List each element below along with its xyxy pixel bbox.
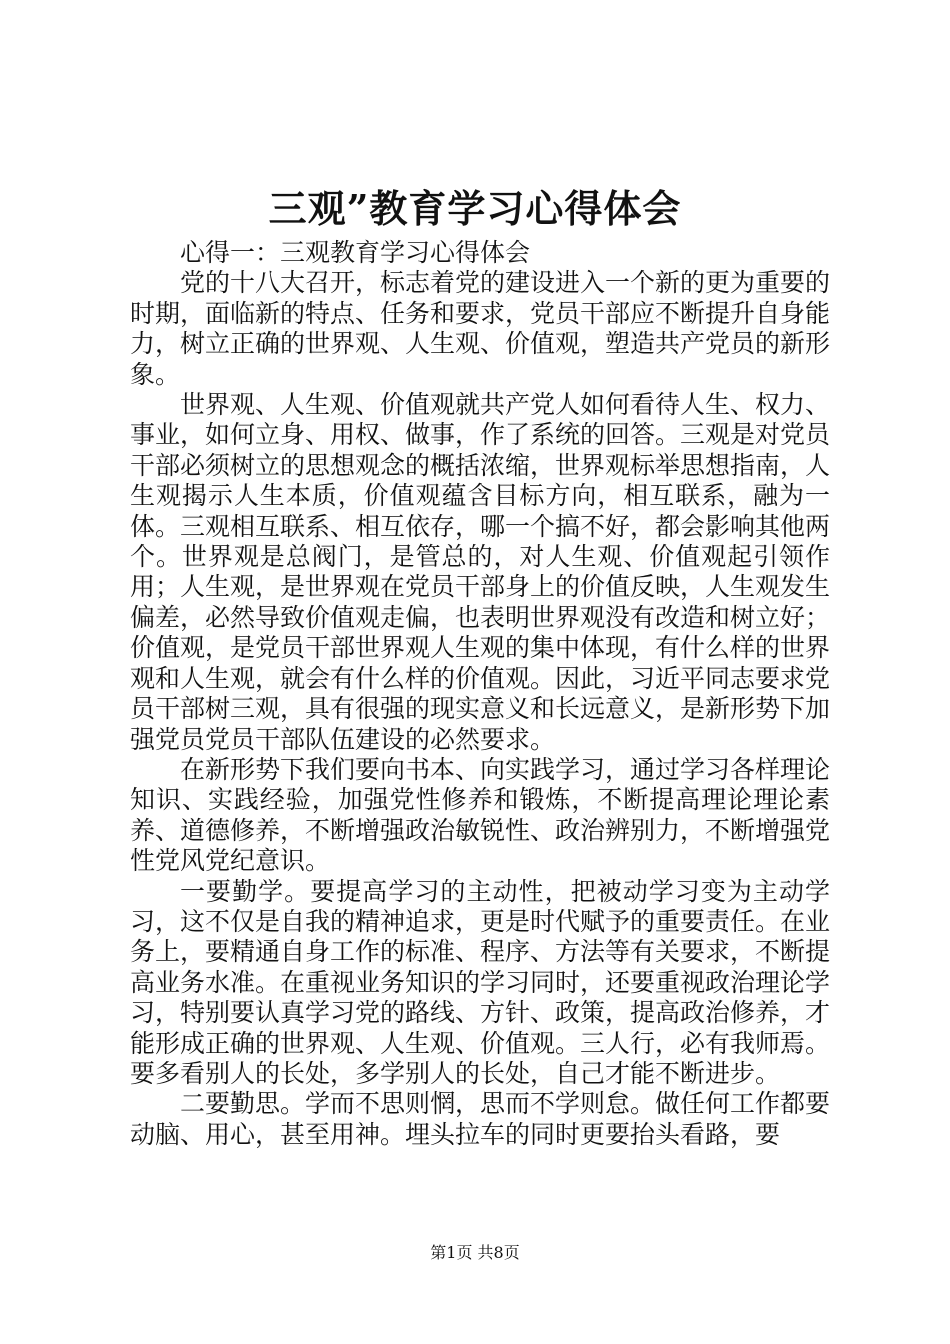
document-body	[130, 238, 830, 1150]
paragraph: 在新形势下我们要向书本、向实践学习，通过学习各样理论知识、实践经验，加强党性修养和锻炼，不断提高理论理论素养、道德修养，不断增强政治敏锐性、政治辨别力，不断增强党性党风党纪意识。	[130, 754, 831, 876]
paragraph: 党的十八大召开，标志着党的建设进入一个新的更为重要的时期，面临新的特点、任务和要求，党员干部应不断提升自身能力，树立正确的世界观、人生观、价值观，塑造共产党员的新形象。	[130, 268, 831, 389]
paragraph: 一要勤学。要提高学习的主动性，把被动学习变为主动学习，这不仅是自我的精神追求，更是时代赋予的重要责任。在业务上，要精通自身工作的标准、程序、方法等有关要求，不断提高业务水准。在重视业务知识的学习同时，还要重视政治理论学习，特别要认真学习党的路线、方针、政策，提高政治修养，才能形成正确的世界观、人生观、价值观。三人行，必有我师焉。要多看别人的长处，多学别人的长处，自己才能不断进步。	[130, 876, 831, 1088]
paragraph-heading: 心得一：三观教育学习心得体会	[180, 238, 531, 267]
paragraph: 二要勤思。学而不思则惘，思而不学则怠。做任何工作都要动脑、用心，甚至用神。埋头拉车的同时更要抬头看路，要	[130, 1089, 831, 1149]
page-footer: 第1页 共8页	[430, 1243, 520, 1262]
document-title: 三观”教育学习心得体会	[268, 186, 682, 231]
paragraph: 世界观、人生观、价值观就共产党人如何看待人生、权力、事业，如何立身、用权、做事，作了系统的回答。三观是对党员干部必须树立的思想观念的概括浓缩，世界观标举思想指南，人生观揭示人生本质，价值观蕴含目标方向，相互联系，融为一体。三观相互联系、相互依存，哪一个搞不好，都会影响其他两个。世界观是总阀门，是管总的，对人生观、价值观起引领作用；人生观，是世界观在党员干部身上的价值反映，人生观发生偏差，必然导致价值观走偏，也表明世界观没有改造和树立好；价值观，是党员干部世界观人生观的集中体现，有什么样的世界观和人生观，就会有什么样的价值观。因此，习近平同志要求党员干部树三观，具有很强的现实意义和长远意义，是新形势下加强党员党员干部队伍建设的必然要求。	[130, 390, 831, 754]
